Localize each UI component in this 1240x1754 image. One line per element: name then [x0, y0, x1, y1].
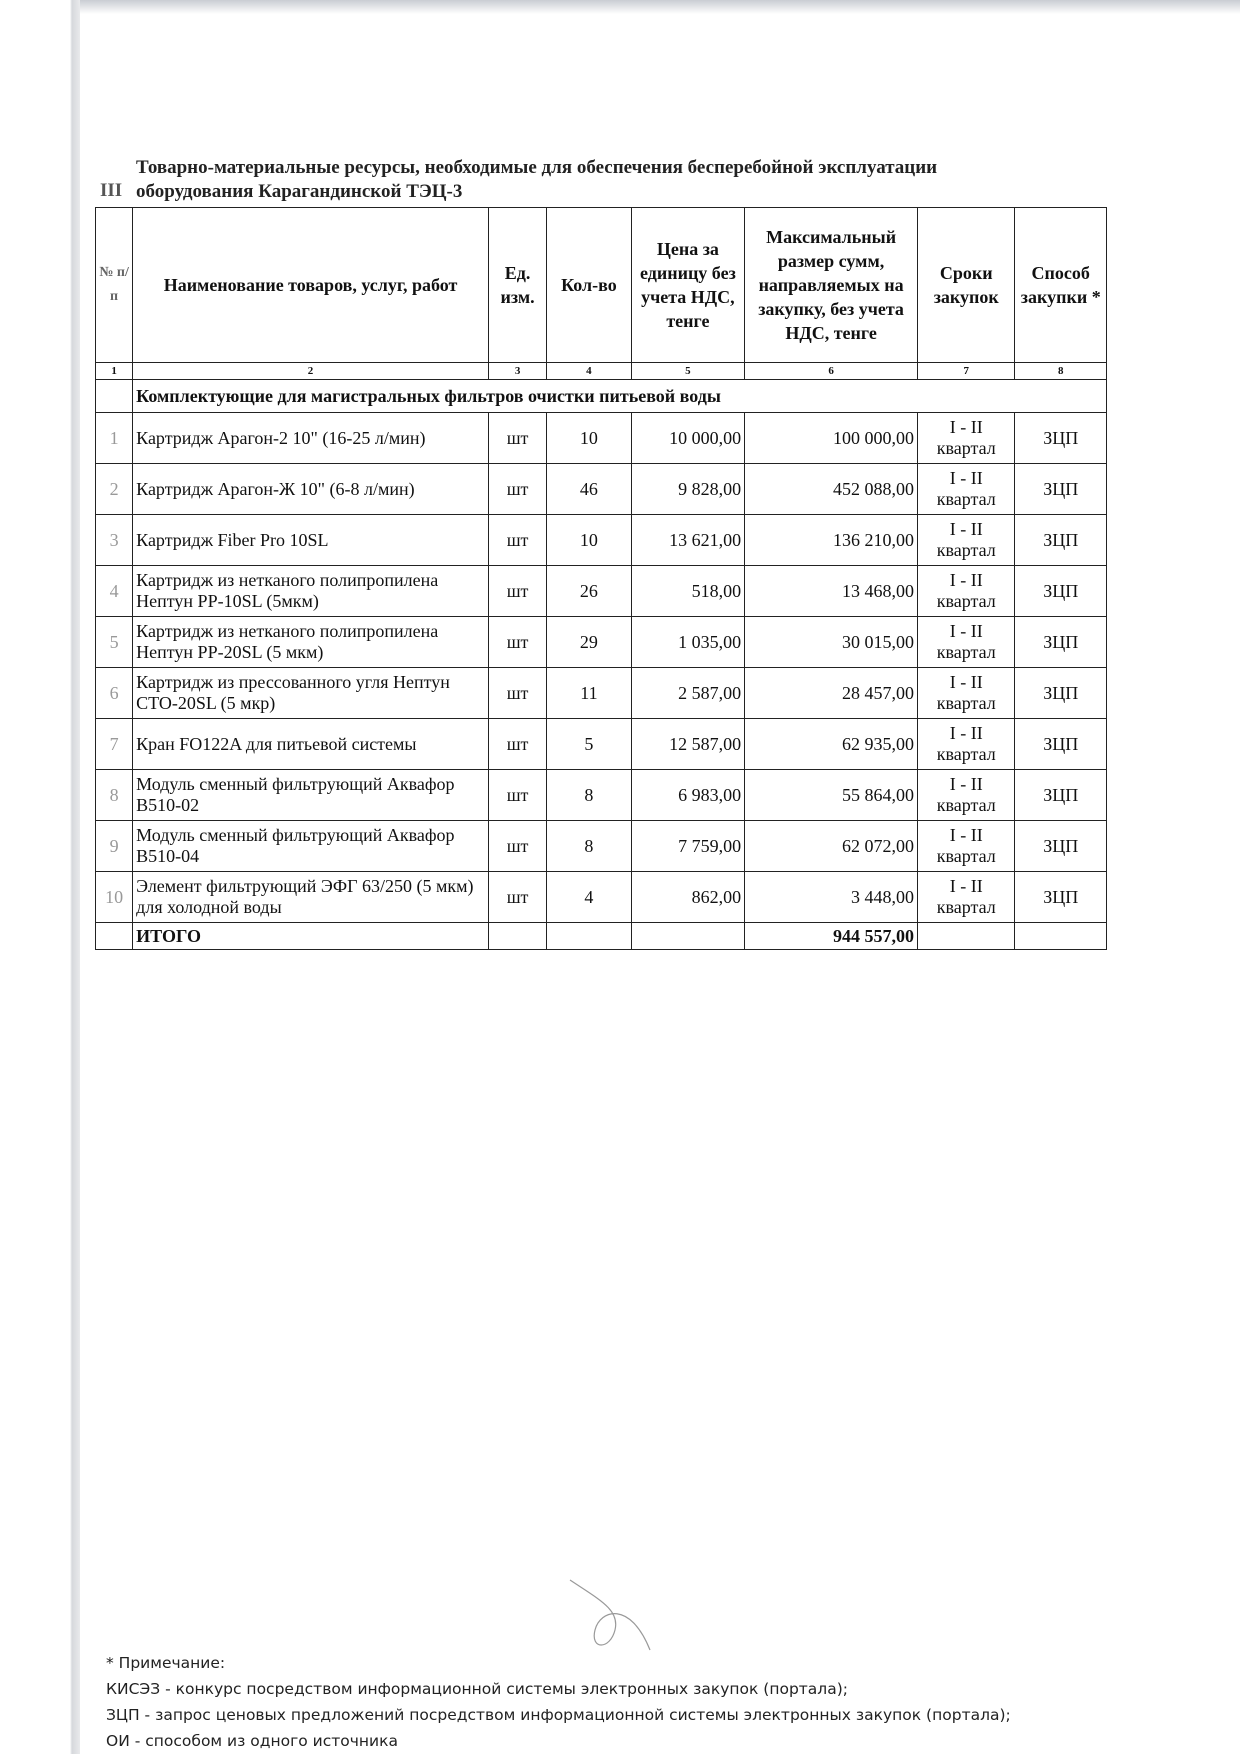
max-sum: 13 468,00 [745, 566, 918, 617]
item-name: Элемент фильтрующий ЭФГ 63/250 (5 мкм) для холодной воды [133, 872, 489, 923]
max-sum: 3 448,00 [745, 872, 918, 923]
header-term: Сроки закупок [918, 208, 1015, 363]
procurement-method: ЗЦП [1015, 413, 1107, 464]
procurement-term: I - II квартал [918, 821, 1015, 872]
max-sum: 62 935,00 [745, 719, 918, 770]
unit: шт [488, 770, 546, 821]
table-row [96, 566, 1107, 617]
procurement-method: ЗЦП [1015, 668, 1107, 719]
procurement-method: ЗЦП [1015, 566, 1107, 617]
procurement-term: I - II квартал [918, 719, 1015, 770]
unit: шт [488, 617, 546, 668]
procurement-term: I - II квартал [918, 515, 1015, 566]
column-number: 4 [547, 363, 631, 380]
row-number: 5 [96, 617, 133, 668]
group-title: Комплектующие для магистральных фильтров очистки питьевой воды [133, 380, 1107, 413]
row-number: 1 [96, 413, 133, 464]
row-number: 4 [96, 566, 133, 617]
unit: шт [488, 821, 546, 872]
total-label: ИТОГО [133, 923, 489, 950]
total-row [96, 923, 1107, 950]
item-name: Картридж Fiber Pro 10SL [133, 515, 489, 566]
table-row [96, 719, 1107, 770]
column-number: 2 [133, 363, 489, 380]
unit-price: 1 035,00 [631, 617, 745, 668]
max-sum: 452 088,00 [745, 464, 918, 515]
notes [106, 1650, 1011, 1754]
table-row [96, 770, 1107, 821]
table-row [96, 464, 1107, 515]
procurement-term: I - II квартал [918, 617, 1015, 668]
item-name: Модуль сменный фильтрующий Аквафор В510-02 [133, 770, 489, 821]
quantity: 10 [547, 413, 631, 464]
procurement-term: I - II квартал [918, 668, 1015, 719]
procurement-method: ЗЦП [1015, 515, 1107, 566]
total-sum: 944 557,00 [745, 923, 918, 950]
row-number: 10 [96, 872, 133, 923]
procurement-table [95, 207, 1107, 950]
table-row [96, 515, 1107, 566]
quantity: 4 [547, 872, 631, 923]
header-price: Цена за единицу без учета НДС, тенге [631, 208, 745, 363]
item-name: Картридж Арагон-Ж 10" (6-8 л/мин) [133, 464, 489, 515]
quantity: 8 [547, 770, 631, 821]
note-line: КИСЭЗ - конкурс посредством информационной системы электронных закупок (портала); [106, 1680, 848, 1698]
unit: шт [488, 515, 546, 566]
unit-price: 2 587,00 [631, 668, 745, 719]
table-row [96, 617, 1107, 668]
note-heading: * Примечание: [106, 1654, 226, 1672]
max-sum: 100 000,00 [745, 413, 918, 464]
procurement-method: ЗЦП [1015, 821, 1107, 872]
section-number: III [100, 180, 123, 201]
procurement-method: ЗЦП [1015, 617, 1107, 668]
header-sum: Максимальный размер сумм, направляемых на закупку, без учета НДС, тенге [745, 208, 918, 363]
note-line: ЗЦП - запрос ценовых предложений посредством информационной системы электронных закупок (портала); [106, 1706, 1011, 1724]
signature-mark [560, 1570, 670, 1660]
max-sum: 55 864,00 [745, 770, 918, 821]
group-row [96, 380, 1107, 413]
item-name: Картридж из нетканого полипропилена Нептун PP-10SL (5мкм) [133, 566, 489, 617]
procurement-term: I - II квартал [918, 872, 1015, 923]
quantity: 10 [547, 515, 631, 566]
procurement-method: ЗЦП [1015, 770, 1107, 821]
quantity: 5 [547, 719, 631, 770]
section-title: Товарно-материальные ресурсы, необходимые для обеспечения бесперебойной эксплуатации оборудования Карагандинской ТЭЦ-3 [136, 157, 938, 202]
unit: шт [488, 413, 546, 464]
row-number: 8 [96, 770, 133, 821]
quantity: 26 [547, 566, 631, 617]
unit: шт [488, 872, 546, 923]
unit-price: 518,00 [631, 566, 745, 617]
quantity: 46 [547, 464, 631, 515]
table-row [96, 413, 1107, 464]
procurement-term: I - II квартал [918, 770, 1015, 821]
unit-price: 13 621,00 [631, 515, 745, 566]
item-name: Картридж из нетканого полипропилена Нептун PP-20SL (5 мкм) [133, 617, 489, 668]
row-number: 9 [96, 821, 133, 872]
procurement-method: ЗЦП [1015, 464, 1107, 515]
row-number: 6 [96, 668, 133, 719]
table-row [96, 821, 1107, 872]
column-number: 3 [488, 363, 546, 380]
unit: шт [488, 668, 546, 719]
column-number: 8 [1015, 363, 1107, 380]
header-unit: Ед. изм. [488, 208, 546, 363]
note-line: ОИ - способом из одного источника [106, 1732, 398, 1750]
header-qty: Кол-во [547, 208, 631, 363]
unit: шт [488, 464, 546, 515]
max-sum: 136 210,00 [745, 515, 918, 566]
unit-price: 9 828,00 [631, 464, 745, 515]
column-number: 6 [745, 363, 918, 380]
procurement-term: I - II квартал [918, 413, 1015, 464]
column-number: 1 [96, 363, 133, 380]
column-number: 7 [918, 363, 1015, 380]
unit: шт [488, 719, 546, 770]
unit-price: 862,00 [631, 872, 745, 923]
table-row [96, 872, 1107, 923]
procurement-method: ЗЦП [1015, 719, 1107, 770]
quantity: 29 [547, 617, 631, 668]
scan-top-edge [80, 0, 1240, 14]
unit: шт [488, 566, 546, 617]
row-number: 2 [96, 464, 133, 515]
column-number-row [96, 363, 1107, 380]
scan-edge [0, 0, 80, 1754]
item-name: Картридж из прессованного угля Нептун CTO-20SL (5 мкр) [133, 668, 489, 719]
header-row [96, 208, 1107, 363]
header-name: Наименование товаров, услуг, работ [133, 208, 489, 363]
procurement-term: I - II квартал [918, 566, 1015, 617]
table-row [96, 668, 1107, 719]
header-method: Способ закупки * [1015, 208, 1107, 363]
row-number: 7 [96, 719, 133, 770]
column-number: 5 [631, 363, 745, 380]
quantity: 8 [547, 821, 631, 872]
item-name: Кран FO122A для питьевой системы [133, 719, 489, 770]
max-sum: 28 457,00 [745, 668, 918, 719]
item-name: Картридж Арагон-2 10" (16-25 л/мин) [133, 413, 489, 464]
unit-price: 12 587,00 [631, 719, 745, 770]
quantity: 11 [547, 668, 631, 719]
item-name: Модуль сменный фильтрующий Аквафор В510-04 [133, 821, 489, 872]
unit-price: 10 000,00 [631, 413, 745, 464]
unit-price: 7 759,00 [631, 821, 745, 872]
max-sum: 30 015,00 [745, 617, 918, 668]
unit-price: 6 983,00 [631, 770, 745, 821]
procurement-term: I - II квартал [918, 464, 1015, 515]
header-number: № п/п [96, 208, 133, 363]
procurement-method: ЗЦП [1015, 872, 1107, 923]
max-sum: 62 072,00 [745, 821, 918, 872]
row-number: 3 [96, 515, 133, 566]
